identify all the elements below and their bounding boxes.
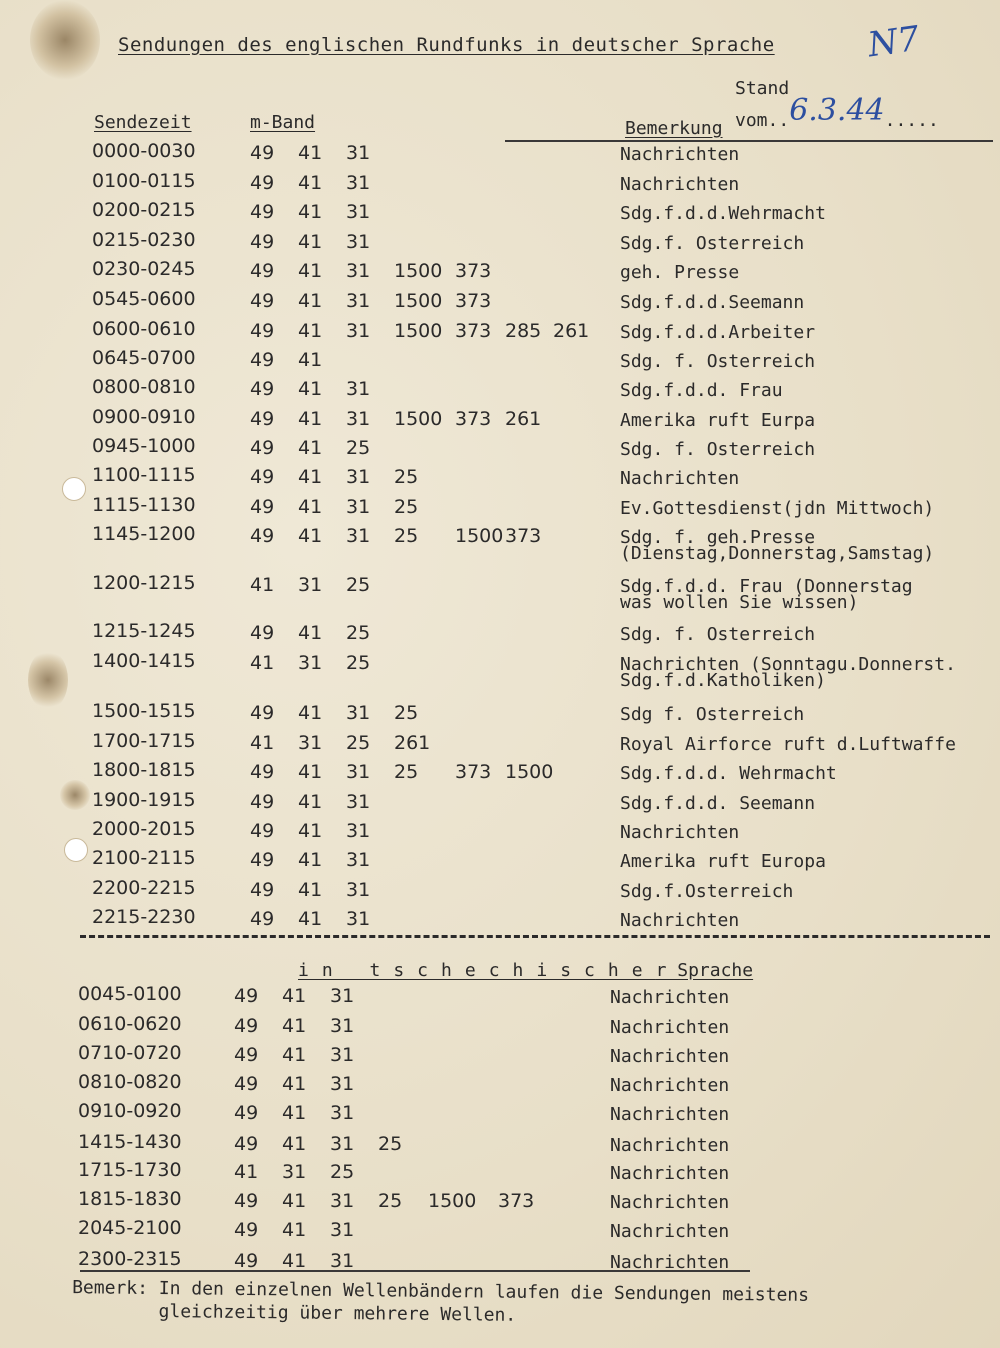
time-cell: 0945-1000	[92, 435, 196, 457]
band-cell: 49	[234, 1190, 259, 1212]
band-cell: 41	[298, 702, 323, 724]
time-cell: 0610-0620	[78, 1013, 182, 1035]
schedule-row	[0, 140, 1000, 170]
band-cell: 49	[250, 761, 275, 783]
band-cell: 41	[298, 791, 323, 813]
note-cell: Sdg.f.d.d. Wehrmacht	[620, 763, 837, 784]
note-cell: Nachrichten (Sonntagu.Donnerst.	[620, 654, 956, 675]
band-cell: 49	[250, 849, 275, 871]
note-cell: Sdg.f.d.d. Frau	[620, 380, 783, 401]
time-cell: 2200-2215	[92, 877, 196, 899]
band-cell: 31	[346, 231, 371, 253]
schedule-row	[0, 759, 1000, 789]
band-cell: 49	[234, 1102, 259, 1124]
time-cell: 2045-2100	[78, 1217, 182, 1239]
band-cell: 25	[378, 1133, 403, 1155]
schedule-row	[0, 258, 1000, 288]
note-cell: Nachrichten	[610, 1046, 730, 1067]
band-cell: 1500	[455, 525, 504, 547]
time-cell: 0600-0610	[92, 318, 196, 340]
note-cell: Nachrichten	[620, 468, 740, 489]
band-cell: 49	[234, 985, 259, 1007]
band-cell: 41	[298, 622, 323, 644]
band-cell: 49	[234, 1133, 259, 1155]
schedule-row	[0, 523, 1000, 564]
band-cell: 31	[346, 142, 371, 164]
schedule-row	[0, 288, 1000, 318]
band-cell: 1500	[394, 290, 443, 312]
band-cell: 261	[505, 408, 542, 430]
header-m-band: m-Band	[250, 112, 316, 133]
czech-section-title-spaced: in tschechische	[298, 960, 656, 981]
band-cell: 41	[298, 849, 323, 871]
schedule-row	[0, 1042, 1000, 1072]
time-cell: 0710-0720	[78, 1042, 182, 1064]
band-cell: 25	[330, 1161, 355, 1183]
time-cell: 1100-1115	[92, 464, 196, 486]
note-cell: Nachrichten	[620, 174, 740, 195]
band-cell: 31	[330, 1219, 355, 1241]
band-cell: 41	[298, 496, 323, 518]
band-cell: 41	[298, 761, 323, 783]
band-cell: 41	[298, 231, 323, 253]
band-cell: 31	[346, 466, 371, 488]
note-cell: Nachrichten	[610, 1017, 730, 1038]
band-cell: 25	[346, 622, 371, 644]
time-cell: 1500-1515	[92, 700, 196, 722]
band-cell: 41	[298, 525, 323, 547]
schedule-row	[0, 818, 1000, 848]
schedule-row	[0, 1217, 1000, 1247]
time-cell: 1815-1830	[78, 1188, 182, 1210]
band-cell: 49	[250, 820, 275, 842]
band-cell: 41	[282, 985, 307, 1007]
band-cell: 31	[298, 652, 323, 674]
band-cell: 373	[455, 408, 492, 430]
band-cell: 25	[394, 496, 419, 518]
band-cell: 41	[250, 652, 275, 674]
note-cell: Nachrichten	[610, 987, 730, 1008]
time-cell: 1415-1430	[78, 1131, 182, 1153]
band-cell: 49	[250, 201, 275, 223]
schedule-row	[0, 199, 1000, 229]
note-cell: Nachrichten	[610, 1221, 730, 1242]
note-cell: Nachrichten	[610, 1192, 730, 1213]
note-cell: Sdg. f. Osterreich	[620, 351, 816, 372]
schedule-row	[0, 877, 1000, 907]
band-cell: 41	[298, 378, 323, 400]
band-cell: 31	[330, 1015, 355, 1037]
time-cell: 1715-1730	[78, 1159, 182, 1181]
schedule-row	[0, 170, 1000, 200]
band-cell: 41	[298, 320, 323, 342]
band-cell: 31	[346, 260, 371, 282]
band-cell: 41	[298, 908, 323, 930]
time-cell: 0810-0820	[78, 1071, 182, 1093]
note-cell: Nachrichten	[620, 910, 740, 931]
stand-label: Stand vom	[735, 78, 790, 131]
schedule-row	[0, 983, 1000, 1013]
time-cell: 1115-1130	[92, 494, 196, 516]
band-cell: 41	[282, 1190, 307, 1212]
handwritten-mark: N7	[865, 18, 922, 66]
time-cell: 0900-0910	[92, 406, 196, 428]
section-divider	[80, 935, 990, 938]
schedule-row	[0, 650, 1000, 691]
band-cell: 41	[250, 574, 275, 596]
czech-section-title	[298, 960, 753, 981]
schedule-row	[0, 789, 1000, 819]
band-cell: 49	[250, 260, 275, 282]
band-cell: 1500	[505, 761, 554, 783]
time-cell: 0800-0810	[92, 376, 196, 398]
band-cell: 49	[250, 320, 275, 342]
time-cell: 0200-0215	[92, 199, 196, 221]
note-cell: Sdg. f. Osterreich	[620, 439, 816, 460]
note-cell: Nachrichten	[610, 1075, 730, 1096]
note-cell: Sdg.f.Osterreich	[620, 881, 794, 902]
schedule-row	[0, 906, 1000, 936]
band-cell: 31	[330, 1190, 355, 1212]
time-cell: 1200-1215	[92, 572, 196, 594]
note-cell: Sdg.f.d.d. Seemann	[620, 793, 816, 814]
band-cell: 49	[234, 1250, 259, 1272]
band-cell: 41	[298, 172, 323, 194]
stand-dots-after: .....	[884, 110, 939, 131]
stand-dots-before: ..	[767, 110, 790, 131]
band-cell: 261	[553, 320, 590, 342]
schedule-row	[0, 406, 1000, 436]
band-cell: 25	[346, 574, 371, 596]
schedule-row	[0, 1131, 1000, 1161]
band-cell: 41	[298, 820, 323, 842]
band-cell: 373	[455, 260, 492, 282]
note-cell: Nachrichten	[610, 1135, 730, 1156]
time-cell: 0045-0100	[78, 983, 182, 1005]
band-cell: 373	[455, 320, 492, 342]
time-cell: 1800-1815	[92, 759, 196, 781]
band-cell: 25	[346, 652, 371, 674]
band-cell: 41	[282, 1015, 307, 1037]
band-cell: 31	[346, 496, 371, 518]
schedule-row	[0, 1071, 1000, 1101]
czech-section-title-tail: r Sprache	[655, 960, 754, 981]
note-cell: Nachrichten	[610, 1104, 730, 1125]
band-cell: 373	[498, 1190, 535, 1212]
band-cell: 31	[346, 290, 371, 312]
band-cell: 41	[282, 1219, 307, 1241]
time-cell: 2000-2015	[92, 818, 196, 840]
band-cell: 41	[298, 879, 323, 901]
note-cell-continued: was wollen Sie wissen)	[620, 592, 859, 613]
band-cell: 49	[250, 290, 275, 312]
band-cell: 41	[282, 1073, 307, 1095]
schedule-row	[0, 494, 1000, 524]
band-cell: 31	[298, 732, 323, 754]
band-cell: 1500	[394, 260, 443, 282]
band-cell: 25	[394, 525, 419, 547]
band-cell: 261	[394, 732, 431, 754]
time-cell: 0545-0600	[92, 288, 196, 310]
band-cell: 41	[298, 466, 323, 488]
band-cell: 25	[394, 466, 419, 488]
note-cell-continued: Sdg.f.d.Katholiken)	[620, 670, 826, 691]
note-cell: Nachrichten	[620, 144, 740, 165]
band-cell: 49	[250, 525, 275, 547]
schedule-row	[0, 229, 1000, 259]
header-sendezeit: Sendezeit	[94, 112, 192, 133]
time-cell: 2100-2115	[92, 847, 196, 869]
schedule-row	[0, 347, 1000, 377]
band-cell: 41	[234, 1161, 259, 1183]
band-cell: 31	[346, 201, 371, 223]
band-cell: 31	[346, 525, 371, 547]
band-cell: 31	[330, 1073, 355, 1095]
schedule-row	[0, 376, 1000, 406]
time-cell: 0230-0245	[92, 258, 196, 280]
band-cell: 285	[505, 320, 542, 342]
note-cell: Sdg. f. Osterreich	[620, 624, 816, 645]
band-cell: 373	[455, 761, 492, 783]
band-cell: 31	[346, 378, 371, 400]
band-cell: 25	[346, 732, 371, 754]
band-cell: 41	[298, 260, 323, 282]
schedule-row	[0, 1013, 1000, 1043]
note-cell: Sdg. f. geh.Presse	[620, 527, 816, 548]
band-cell: 41	[298, 437, 323, 459]
band-cell: 41	[282, 1044, 307, 1066]
band-cell: 41	[298, 408, 323, 430]
band-cell: 49	[250, 466, 275, 488]
band-cell: 49	[250, 172, 275, 194]
schedule-row	[0, 572, 1000, 613]
band-cell: 31	[346, 791, 371, 813]
bottom-rule	[80, 1270, 750, 1272]
band-cell: 31	[346, 702, 371, 724]
time-cell: 2300-2315	[78, 1248, 182, 1270]
schedule-row	[0, 620, 1000, 650]
note-cell-continued: (Dienstag,Donnerstag,Samstag)	[620, 543, 935, 564]
note-cell: Ev.Gottesdienst(jdn Mittwoch)	[620, 498, 935, 519]
band-cell: 25	[346, 437, 371, 459]
band-cell: 31	[330, 985, 355, 1007]
time-cell: 1215-1245	[92, 620, 196, 642]
note-cell: Amerika ruft Eurpa	[620, 410, 816, 431]
schedule-row	[0, 700, 1000, 730]
band-cell: 25	[378, 1190, 403, 1212]
band-cell: 31	[282, 1161, 307, 1183]
time-cell: 0215-0230	[92, 229, 196, 251]
time-cell: 0910-0920	[78, 1100, 182, 1122]
band-cell: 49	[250, 496, 275, 518]
band-cell: 31	[346, 761, 371, 783]
band-cell: 49	[234, 1044, 259, 1066]
band-cell: 31	[346, 879, 371, 901]
note-cell: Nachrichten	[610, 1163, 730, 1184]
time-cell: 0000-0030	[92, 140, 196, 162]
band-cell: 49	[250, 142, 275, 164]
schedule-row	[0, 318, 1000, 348]
document-title: Sendungen des englischen Rundfunks in deutscher Sprache	[118, 34, 775, 56]
time-cell: 2215-2230	[92, 906, 196, 928]
band-cell: 49	[250, 879, 275, 901]
band-cell: 31	[330, 1102, 355, 1124]
band-cell: 41	[298, 349, 323, 371]
band-cell: 1500	[394, 408, 443, 430]
band-cell: 31	[346, 172, 371, 194]
band-cell: 49	[234, 1073, 259, 1095]
note-cell: Sdg f. Osterreich	[620, 704, 805, 725]
note-cell: Sdg.f.d.d.Arbeiter	[620, 322, 816, 343]
band-cell: 373	[505, 525, 542, 547]
band-cell: 25	[394, 702, 419, 724]
schedule-row	[0, 435, 1000, 465]
band-cell: 41	[282, 1102, 307, 1124]
band-cell: 41	[298, 290, 323, 312]
note-cell: Sdg.f. Osterreich	[620, 233, 805, 254]
band-cell: 31	[330, 1044, 355, 1066]
schedule-row	[0, 1188, 1000, 1218]
band-cell: 31	[346, 408, 371, 430]
band-cell: 41	[282, 1133, 307, 1155]
band-cell: 31	[346, 908, 371, 930]
schedule-row	[0, 464, 1000, 494]
note-cell: Sdg.f.d.d.Wehrmacht	[620, 203, 826, 224]
note-cell: Amerika ruft Europa	[620, 851, 826, 872]
band-cell: 49	[250, 378, 275, 400]
band-cell: 31	[346, 820, 371, 842]
time-cell: 1900-1915	[92, 789, 196, 811]
time-cell: 1700-1715	[92, 730, 196, 752]
band-cell: 49	[250, 622, 275, 644]
time-cell: 0100-0115	[92, 170, 196, 192]
header-bemerkung: Bemerkung	[625, 118, 723, 139]
band-cell: 41	[282, 1250, 307, 1272]
note-cell: Nachrichten	[620, 822, 740, 843]
schedule-row	[0, 730, 1000, 760]
band-cell: 1500	[428, 1190, 477, 1212]
band-cell: 49	[250, 408, 275, 430]
band-cell: 1500	[394, 320, 443, 342]
band-cell: 49	[250, 437, 275, 459]
band-cell: 31	[330, 1250, 355, 1272]
band-cell: 31	[346, 849, 371, 871]
band-cell: 31	[330, 1133, 355, 1155]
schedule-row	[0, 1159, 1000, 1189]
band-cell: 49	[250, 349, 275, 371]
note-cell: Sdg.f.d.d.Seemann	[620, 292, 805, 313]
band-cell: 49	[250, 231, 275, 253]
band-cell: 25	[394, 761, 419, 783]
schedule-row	[0, 847, 1000, 877]
schedule-row	[0, 1100, 1000, 1130]
band-cell: 31	[298, 574, 323, 596]
note-cell: Royal Airforce ruft d.Luftwaffe	[620, 734, 956, 755]
remark-text: Bemerk: In den einzelnen Wellenbändern laufen die Sendungen meistens gleichzeitig über mehrere Wellen.	[71, 1277, 810, 1326]
stand-date-line	[735, 78, 1000, 134]
band-cell: 31	[346, 320, 371, 342]
band-cell: 373	[455, 290, 492, 312]
band-cell: 49	[234, 1219, 259, 1241]
stand-date: 6.3.44	[789, 93, 885, 128]
band-cell: 41	[298, 201, 323, 223]
band-cell: 41	[250, 732, 275, 754]
burn-stain	[30, 0, 100, 80]
note-cell: Sdg.f.d.d. Frau (Donnerstag	[620, 576, 913, 597]
time-cell: 1145-1200	[92, 523, 196, 545]
band-cell: 49	[250, 791, 275, 813]
band-cell: 49	[250, 702, 275, 724]
band-cell: 49	[250, 908, 275, 930]
time-cell: 0645-0700	[92, 347, 196, 369]
schedule-row	[0, 1248, 1000, 1278]
note-cell: Nachrichten	[610, 1252, 730, 1273]
time-cell: 1400-1415	[92, 650, 196, 672]
note-cell: geh. Presse	[620, 262, 740, 283]
band-cell: 49	[234, 1015, 259, 1037]
band-cell: 41	[298, 142, 323, 164]
